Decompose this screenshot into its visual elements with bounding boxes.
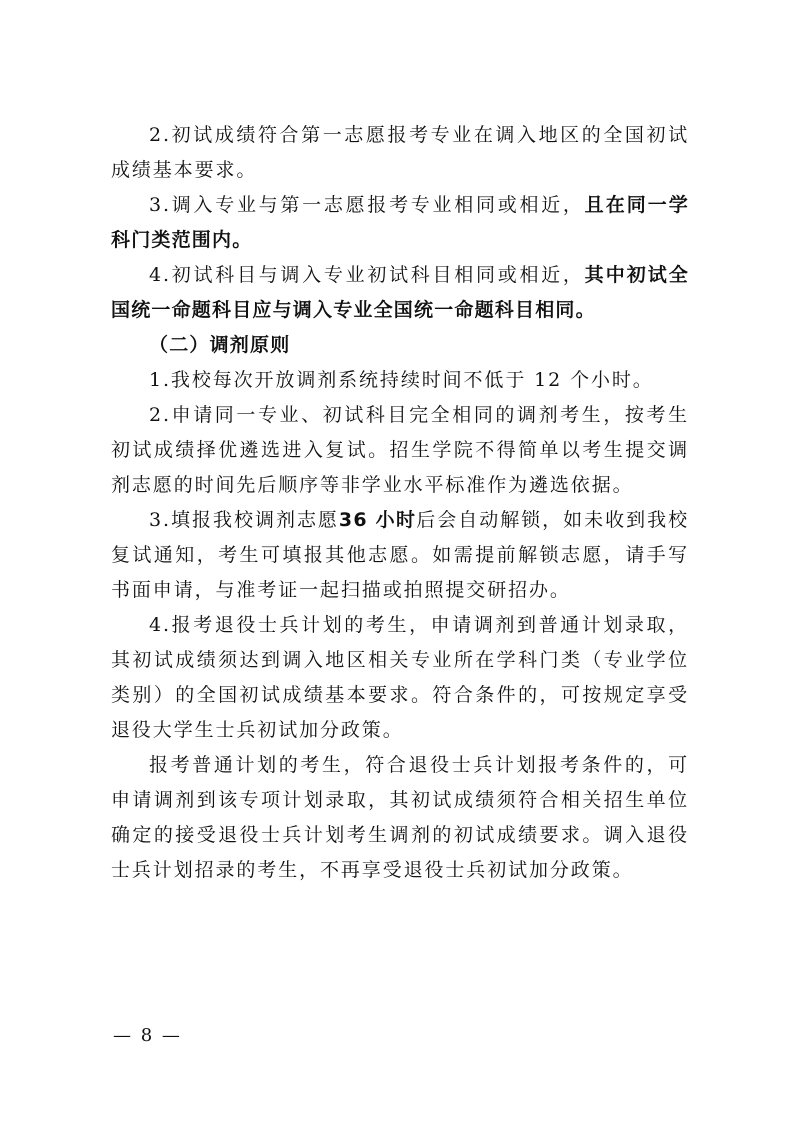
page-number: — 8 — <box>113 1025 182 1046</box>
principle-4-paragraph <box>111 608 689 748</box>
requirement-3-paragraph <box>111 188 689 258</box>
requirement-4-bold-text: 其中初试全国统一命题科目应与调入专业全国统一命题科目相同。 <box>111 264 689 321</box>
principle-3-text-end: 后会自动解锁，如未收到我校复试通知，考生可填报其他志愿。如需提前解锁志愿，请手写书面申请，与准考证一起扫描或拍照提交研招办。 <box>111 509 689 601</box>
document-body <box>111 118 689 888</box>
ordinary-plan-paragraph <box>111 748 689 888</box>
requirement-3-bold-text: 且在同一学科门类范围内。 <box>111 194 689 251</box>
principle-3-text-start: 3.填报我校调剂志愿 <box>149 509 339 531</box>
principle-1-text: 1.我校每次开放调剂系统持续时间不低于 12 个小时。 <box>149 369 654 391</box>
principle-4-text: 4.报考退役士兵计划的考生，申请调剂到普通计划录取，其初试成绩须达到调入地区相关专业所在学科门类（专业学位类别）的全国初试成绩基本要求。符合条件的，可按规定享受退役大学生士兵初试加分政策。 <box>111 614 689 741</box>
requirement-2-paragraph <box>111 118 689 188</box>
principle-3-paragraph <box>111 503 689 608</box>
principle-2-paragraph <box>111 398 689 503</box>
principle-1-paragraph <box>111 363 689 398</box>
ordinary-plan-text: 报考普通计划的考生，符合退役士兵计划报考条件的，可申请调剂到该专项计划录取，其初试成绩须符合相关招生单位确定的接受退役士兵计划考生调剂的初试成绩要求。调入退役士兵计划招录的考生，不再享受退役士兵初试加分政策。 <box>111 754 689 881</box>
principle-2-text: 2.申请同一专业、初试科目完全相同的调剂考生，按考生初试成绩择优遴选进入复试。招生学院不得简单以考生提交调剂志愿的时间先后顺序等非学业水平标准作为遴选依据。 <box>111 404 689 496</box>
principle-3-bold-hours: 36 小时 <box>338 509 417 531</box>
section-heading: （二）调剂原则 <box>149 334 291 356</box>
section-heading-paragraph <box>111 328 689 363</box>
requirement-3-text: 3.调入专业与第一志愿报考专业相同或相近， <box>149 194 585 216</box>
requirement-4-text: 4.初试科目与调入专业初试科目相同或相近， <box>149 264 585 286</box>
requirement-2-text: 2.初试成绩符合第一志愿报考专业在调入地区的全国初试成绩基本要求。 <box>111 124 689 181</box>
requirement-4-paragraph <box>111 258 689 328</box>
